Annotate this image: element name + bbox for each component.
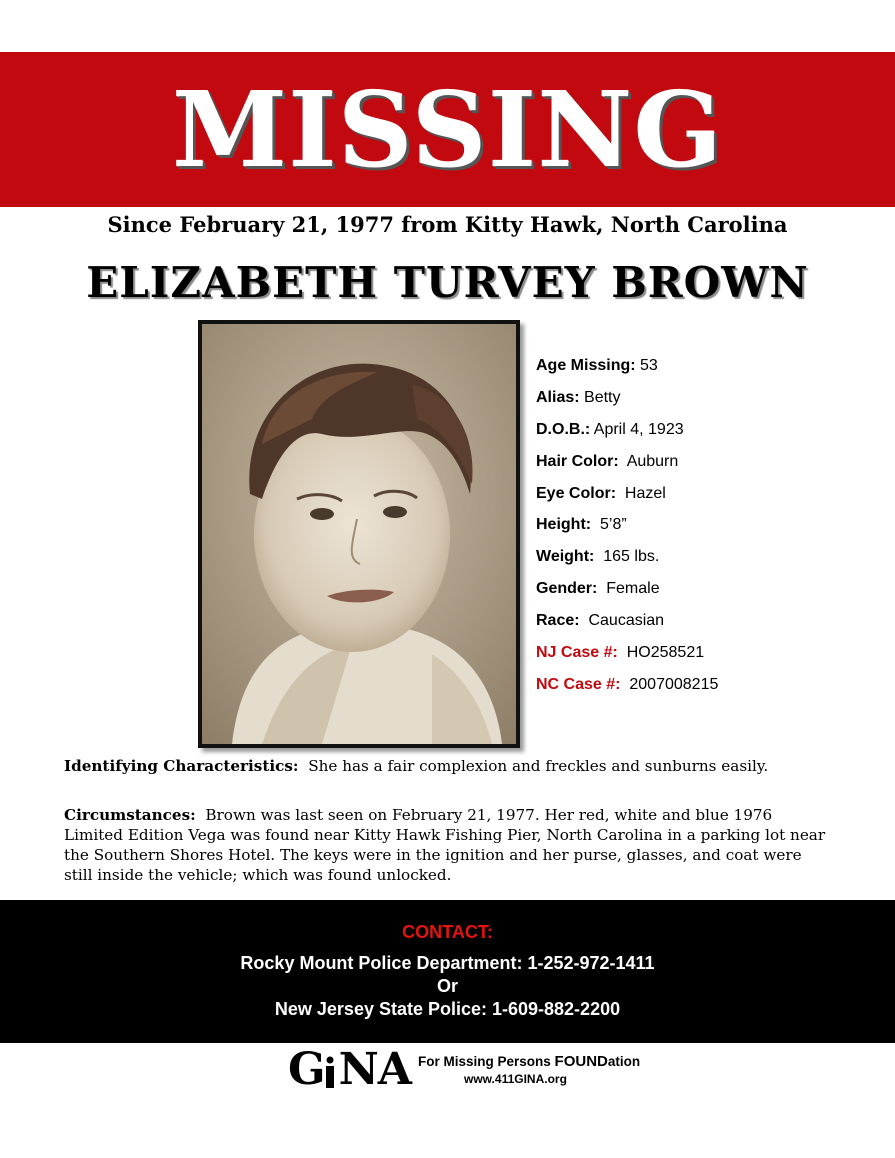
- identifying-label: Identifying Characteristics:: [64, 757, 299, 775]
- contact-rocky-mount: Rocky Mount Police Department: 1-252-972-1411: [240, 953, 655, 973]
- contact-or: Or: [436, 976, 458, 996]
- person-figure-icon: [324, 1056, 336, 1088]
- fact-value: 5’8”: [600, 516, 627, 534]
- missing-since-line: Since February 21, 1977 from Kitty Hawk, North Carolina: [107, 212, 788, 237]
- fact-race: [536, 611, 876, 643]
- fact-label: NJ Case #:: [536, 644, 618, 662]
- fact-height: [536, 515, 876, 547]
- person-name: ELIZABETH TURVEY BROWN: [86, 258, 809, 307]
- fact-age-missing: [536, 356, 876, 388]
- fact-value: Betty: [584, 388, 621, 406]
- portrait-image: [202, 324, 516, 744]
- circumstances-text: Brown was last seen on February 21, 1977. Her red, white and blue 1976 Limited Edition Vega was found near Kitty Hawk Fishing Pier, North Carolina in a parking lot near the Southern Shores Hotel. The keys were in the ignition and her purse, glasses, and coat were still inside the vehicle; which was found unlocked.: [64, 806, 826, 884]
- circumstances-label: Circumstances:: [64, 806, 196, 824]
- fact-nc-case: [536, 675, 876, 707]
- person-photo: [198, 320, 520, 748]
- facts-list: [536, 356, 876, 707]
- fact-label: Age Missing:: [536, 357, 636, 374]
- gina-logo: [288, 1044, 641, 1096]
- fact-label: Hair Color:: [536, 452, 619, 470]
- fact-label: Height:: [536, 516, 592, 534]
- fact-label: Eye Color:: [536, 484, 617, 502]
- fact-value: Female: [606, 580, 660, 598]
- fact-dob: [536, 420, 876, 452]
- gina-url: www.411GINA.org: [464, 1072, 567, 1086]
- identifying-text: She has a fair complexion and freckles and sunburns easily.: [308, 757, 769, 775]
- fact-value: Auburn: [626, 452, 679, 470]
- logo-letters-na: NA: [338, 1044, 411, 1095]
- gina-logo-mark: [288, 1046, 411, 1094]
- fact-value: April 4, 1923: [593, 420, 684, 438]
- fact-label: Alias:: [536, 388, 580, 406]
- fact-value: Hazel: [624, 484, 666, 502]
- gina-tagline: For Missing Persons FOUNDation: [418, 1053, 641, 1070]
- fact-value: 165 lbs.: [603, 548, 660, 566]
- fact-value: HO258521: [626, 644, 705, 662]
- fact-value: 53: [640, 357, 658, 374]
- fact-value: 2007008215: [629, 675, 719, 693]
- fact-label: Race:: [536, 612, 580, 630]
- fact-label: D.O.B.:: [536, 420, 591, 438]
- circumstances: [64, 805, 834, 885]
- fact-hair-color: [536, 452, 876, 484]
- fact-alias: [536, 388, 876, 420]
- fact-nj-case: [536, 643, 876, 675]
- fact-label: Gender:: [536, 580, 598, 598]
- missing-title: MISSING: [171, 68, 724, 191]
- fact-eye-color: [536, 484, 876, 516]
- fact-weight: [536, 547, 876, 579]
- fact-label: NC Case #:: [536, 675, 621, 693]
- logo-letter-g: G: [288, 1044, 325, 1095]
- fact-gender: [536, 579, 876, 611]
- identifying-characteristics: [64, 757, 834, 776]
- contact-nj-state-police: New Jersey State Police: 1-609-882-2200: [274, 999, 621, 1019]
- fact-value: Caucasian: [588, 612, 665, 630]
- contact-heading: CONTACT:: [402, 922, 493, 942]
- fact-label: Weight:: [536, 548, 595, 566]
